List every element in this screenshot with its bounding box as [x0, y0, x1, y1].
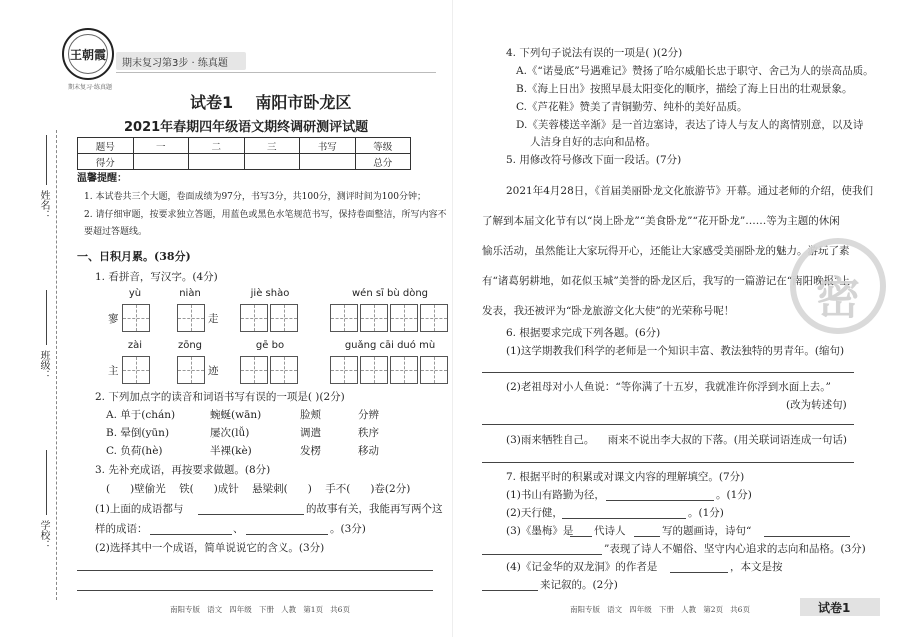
- score-header-cell: 二: [189, 138, 245, 154]
- tianzige-box[interactable]: [177, 304, 205, 332]
- tianzige-group: [330, 356, 450, 388]
- side-label-name: 姓名：: [38, 190, 49, 220]
- q7-4-blank-order[interactable]: [482, 590, 538, 591]
- pinyin-zai: zài: [127, 340, 143, 351]
- q3-idiom-line: ( )壁偷光 铁( )成针 悬梁刺( ) 手不( )卷(2分): [106, 483, 411, 495]
- q5-text: 5. 用修改符号修改下面一段话。(7分): [506, 154, 682, 166]
- q7-3-blank-verse[interactable]: [764, 536, 850, 537]
- q6-1-text: (1)这学期教我们科学的老师是一个知识丰富、教法独特的男青年。(缩句): [506, 345, 845, 357]
- q3-2-answer-line-2[interactable]: [77, 590, 433, 591]
- q5-para-1: 2021年4月28日，《首届美丽卧龙文化旅游节》开幕。通过老师的介绍，使我们: [506, 185, 874, 197]
- char-ji: 迹: [208, 365, 219, 377]
- side-line-name: [46, 135, 47, 185]
- q3-1-text-c: 样的成语：: [95, 523, 148, 535]
- tianzige-box[interactable]: [270, 356, 298, 384]
- q7-3-text-b: 代诗人: [594, 525, 626, 537]
- q3-1-blank-3[interactable]: [246, 534, 328, 535]
- tianzige-box[interactable]: [240, 356, 268, 384]
- footer-right: 南阳专版 语文 四年级 下册 人教 第2页 共6页: [570, 605, 750, 614]
- pinyin-zong: zōng: [177, 340, 203, 351]
- q7-3-blank-poet[interactable]: [634, 536, 660, 537]
- tianzige-group: [177, 304, 207, 336]
- q7-3-text-d: ”表现了诗人不媚俗、坚守内心追求的志向和品格。(3分): [604, 543, 866, 555]
- header-banner-text: 期末复习第3步 · 练真题: [122, 58, 228, 69]
- score-header-cell: 三: [244, 138, 300, 154]
- q4-option-a: A.《“诺曼底”号遇难记》赞扬了哈尔威船长忠于职守、舍己为人的崇高品质。: [516, 65, 874, 77]
- tips-line-1: 1. 本试卷共三个大题，卷面成绩为97分，书写3分，共100分，测评时间为100分钟；: [84, 192, 426, 202]
- section1-title: 一、日积月累。(38分): [77, 250, 191, 263]
- tianzige-box[interactable]: [330, 356, 358, 384]
- q1-text: 1. 看拼音，写汉字。(4分): [95, 271, 218, 283]
- q3-1-blank[interactable]: [198, 514, 304, 515]
- paper-title: 试卷1 南阳市卧龙区: [190, 93, 352, 112]
- score-cell[interactable]: [133, 154, 189, 170]
- secret-stamp: [790, 238, 886, 334]
- tianzige-group: [122, 356, 152, 388]
- q2-b-1: B. 晕倒(yūn): [106, 427, 170, 439]
- q5-para-4: 有“诸葛躬耕地，如花似玉城”美誉的卧龙区后，我写的一篇游记在“南阳晚报”上: [482, 275, 850, 287]
- tianzige-box[interactable]: [330, 304, 358, 332]
- q6-1-answer-line[interactable]: [482, 372, 854, 373]
- paper-subtitle: 2021年春期四年级语文期终调研测评试题: [124, 120, 369, 135]
- q2-c-4: 移动: [358, 445, 379, 457]
- tianzige-group: [240, 356, 300, 388]
- tips-line-2: 2. 请仔细审题，按要求独立答题，用蓝色或黑色水笔规范书写，保持卷面整洁，所写内容不: [84, 210, 447, 220]
- q6-3-text: (3)雨来牺牲自己。 雨来不说出李大叔的下落。(用关联词语连成一句话): [506, 434, 847, 446]
- q4-option-b: B.《海上日出》按照早晨太阳变化的顺序，描绘了海上日出的壮观景象。: [516, 83, 853, 95]
- pinyin-wensibudong: wén sī bù dòng: [351, 288, 429, 299]
- tianzige-group: [330, 304, 450, 336]
- q4-option-c: C.《芦花鞋》赞美了青铜勤劳、纯朴的美好品质。: [516, 101, 748, 113]
- q2-a-2: 蜿蜒(wān): [210, 409, 262, 421]
- char-zou: 走: [208, 313, 219, 325]
- q2-c-1: C. 负荷(hè): [106, 445, 163, 457]
- q3-2-text: (2)选择其中一个成语，简单说说它的含义。(3分): [95, 542, 325, 554]
- q2-b-3: 调遣: [300, 427, 321, 439]
- q2-b-4: 秩序: [358, 427, 379, 439]
- score-row-label: 得分: [78, 154, 134, 170]
- q2-a-1: A. 单于(chán): [106, 409, 176, 421]
- tianzige-box[interactable]: [240, 304, 268, 332]
- q2-text: 2. 下列加点字的读音和词语书写有误的一项是( )(2分): [95, 391, 345, 403]
- q3-1-text-a: (1)上面的成语都与: [95, 503, 184, 515]
- q7-1-text-b: 。(1分): [716, 489, 752, 501]
- q7-4-blank-author[interactable]: [670, 572, 728, 573]
- tianzige-group: [240, 304, 300, 336]
- q7-2-text-a: (2)天行健，: [506, 507, 563, 519]
- logo-sub: 期末复习·练真题: [68, 84, 112, 91]
- q7-3-blank-dynasty[interactable]: [570, 536, 592, 537]
- q6-text: 6. 根据要求完成下列各题。(6分): [506, 327, 661, 339]
- q7-text: 7. 根据平时的积累或对课文内容的理解填空。(7分): [506, 471, 745, 483]
- header-rule: [116, 72, 436, 73]
- q7-3-text-a: (3)《墨梅》是: [506, 525, 574, 537]
- q6-3-answer-line[interactable]: [482, 462, 854, 463]
- q7-4-text-b: ，本文是按: [730, 561, 783, 573]
- tianzige-box[interactable]: [360, 356, 388, 384]
- q6-2-note: (改为转述句): [786, 399, 847, 411]
- q7-2-text-b: 。(1分): [688, 507, 724, 519]
- pinyin-jieshao: jiè shào: [250, 288, 290, 299]
- score-cell[interactable]: [189, 154, 245, 170]
- side-label-class: 班级：: [38, 350, 49, 380]
- tips-title: 温馨提醒：: [77, 173, 127, 184]
- score-table-score-row: [78, 154, 411, 170]
- q7-1-blank[interactable]: [606, 500, 714, 501]
- q3-1-text-e: 。(3分): [330, 523, 366, 535]
- pinyin-yu: yù: [128, 288, 142, 299]
- tianzige-group: [177, 356, 207, 388]
- q3-text: 3. 先补充成语，再按要求做题。(8分): [95, 464, 271, 476]
- tianzige-box[interactable]: [390, 304, 418, 332]
- q7-4-text-c: 来记叙的。(2分): [540, 579, 618, 591]
- score-header-cell: 等级: [355, 138, 411, 154]
- q3-1-text-d: 、: [233, 523, 244, 535]
- q6-2-text: (2)老祖母对小人鱼说：“等你满了十五岁，我就准许你浮到水面上去。”: [506, 381, 831, 393]
- tips-line-3: 要超过答题线。: [84, 227, 148, 237]
- q3-2-answer-line-1[interactable]: [77, 570, 433, 571]
- q2-c-2: 半裸(kè): [210, 445, 252, 457]
- q2-b-2: 屡次(lǚ): [210, 427, 250, 439]
- pinyin-gebo: gē bo: [255, 340, 285, 351]
- score-table: [77, 137, 411, 170]
- q2-a-3: 脸颊: [300, 409, 321, 421]
- q4-option-d-2: 人洁身自好的志向和品格。: [530, 136, 656, 148]
- footer-left: 南阳专版 语文 四年级 下册 人教 第1页 共6页: [170, 605, 350, 614]
- q7-2-blank[interactable]: [562, 518, 686, 519]
- tianzige-box[interactable]: [390, 356, 418, 384]
- secret-stamp-text: 密: [816, 273, 860, 324]
- q6-2-answer-line[interactable]: [482, 424, 854, 425]
- q7-3-text-c: 写的题画诗，诗句“: [662, 525, 752, 537]
- q5-para-5: 发表，我还被评为“卧龙旅游文化大使”的光荣称号呢！: [482, 305, 735, 317]
- tianzige-box[interactable]: [360, 304, 388, 332]
- tianzige-box[interactable]: [122, 304, 150, 332]
- q7-4-text-a: (4)《记金华的双龙洞》的作者是: [506, 561, 658, 573]
- score-header-cell: 一: [133, 138, 189, 154]
- q4-text: 4. 下列句子说法有误的一项是( )(2分): [506, 47, 683, 59]
- logo: [62, 28, 114, 80]
- score-header-cell: 书写: [300, 138, 356, 154]
- score-cell[interactable]: [300, 154, 356, 170]
- q7-1-text-a: (1)书山有路勤为径，: [506, 489, 605, 501]
- q7-3-blank-verse-2[interactable]: [482, 554, 602, 555]
- score-cell[interactable]: [244, 154, 300, 170]
- q2-c-3: 发楞: [300, 445, 321, 457]
- tianzige-box[interactable]: [177, 356, 205, 384]
- binding-line: [56, 130, 57, 600]
- char-liao: 寥: [108, 313, 119, 325]
- page-divider: [452, 0, 453, 637]
- side-line-class: [46, 290, 47, 345]
- q4-option-d-1: D.《芙蓉楼送辛渐》是一首边塞诗，表达了诗人与友人的离情别意，以及诗: [516, 119, 864, 131]
- score-table-header-row: [78, 138, 411, 154]
- pinyin-guangcaiduomu: guǎng cāi duó mù: [344, 340, 436, 351]
- side-label-school: 学校：: [38, 520, 49, 550]
- total-label: 总分: [355, 154, 411, 170]
- pinyin-nian: niàn: [179, 288, 201, 299]
- tianzige-box[interactable]: [122, 356, 150, 384]
- tianzige-box[interactable]: [420, 356, 448, 384]
- q3-1-text-b: 的故事有关，我能再写两个这: [306, 503, 443, 515]
- q3-1-blank-2[interactable]: [150, 534, 232, 535]
- q5-para-3: 愉乐活动，虽然能让大家玩得开心，还能让大家感受美丽卧龙的魅力。游玩了素: [482, 245, 850, 257]
- char-zhu: 主: [108, 365, 119, 377]
- q5-para-2: 了解到本届文化节有以“岗上卧龙”“美食卧龙”“花开卧龙”……等为主题的休闲: [482, 215, 840, 227]
- score-header-cell: 题号: [78, 138, 134, 154]
- tianzige-box[interactable]: [420, 304, 448, 332]
- side-line-school: [46, 450, 47, 515]
- logo-text: 王朝霞: [69, 48, 106, 62]
- tianzige-group: [122, 304, 152, 336]
- q2-a-4: 分辨: [358, 409, 379, 421]
- footer-tag: 试卷1: [818, 601, 851, 615]
- tianzige-box[interactable]: [270, 304, 298, 332]
